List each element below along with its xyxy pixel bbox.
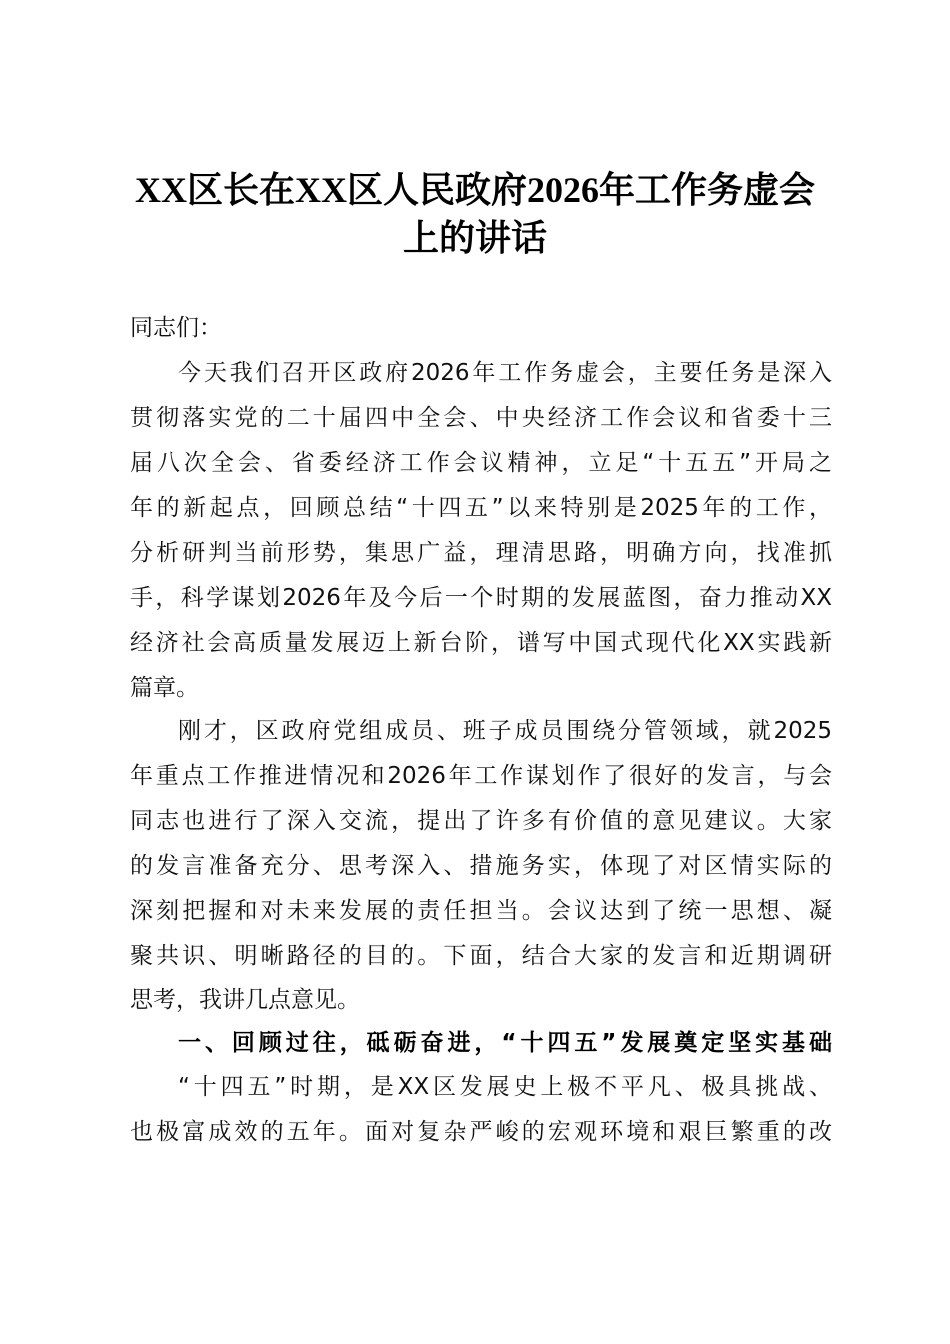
paragraph-line: 的发言准备充分、思考深入、措施务实，体现了对区情实际的 [130, 853, 832, 879]
document-title-line-1: XX区长在XX区人民政府2026年工作务虚会 [135, 170, 815, 210]
paragraph-line: 今天我们召开区政府2026年工作务虚会，主要任务是深入 [178, 360, 832, 386]
paragraph-line: 深刻把握和对未来发展的责任担当。会议达到了统一思想、凝 [130, 898, 832, 924]
paragraph-line: 分析研判当前形势，集思广益，理清思路，明确方向，找准抓 [130, 540, 832, 566]
paragraph-line: 年重点工作推进情况和2026年工作谋划作了很好的发言，与会 [130, 763, 832, 789]
paragraph-line: 思考，我讲几点意见。 [130, 987, 360, 1013]
paragraph-line: “十四五”时期，是XX区发展史上极不平凡、极具挑战、 [178, 1074, 832, 1100]
section-heading-1: 一、回顾过往，砥砺奋进，“十四五”发展奠定坚实基础 [178, 1030, 832, 1056]
paragraph-line: 聚共识、明晰路径的目的。下面，结合大家的发言和近期调研 [130, 943, 832, 969]
paragraph-line: 年的新起点，回顾总结“十四五”以来特别是2025年的工作， [130, 495, 832, 521]
salutation: 同志们： [130, 315, 222, 341]
paragraph-line: 届八次全会、省委经济工作会议精神，立足“十五五”开局之 [130, 450, 832, 476]
paragraph-line: 刚才，区政府党组成员、班子成员围绕分管领域，就2025 [178, 718, 832, 744]
paragraph-line: 同志也进行了深入交流，提出了许多有价值的意见建议。大家 [130, 808, 832, 834]
paragraph-line: 手，科学谋划2026年及今后一个时期的发展蓝图，奋力推动XX [130, 585, 832, 611]
paragraph-line: 篇章。 [130, 675, 199, 701]
paragraph-line: 贯彻落实党的二十届四中全会、中央经济工作会议和省委十三 [130, 405, 832, 431]
paragraph-line: 经济社会高质量发展迈上新台阶，谱写中国式现代化XX实践新 [130, 630, 832, 656]
document-title-line-2: 上的讲话 [402, 218, 547, 258]
paragraph-line: 也极富成效的五年。面对复杂严峻的宏观环境和艰巨繁重的改 [130, 1119, 832, 1145]
